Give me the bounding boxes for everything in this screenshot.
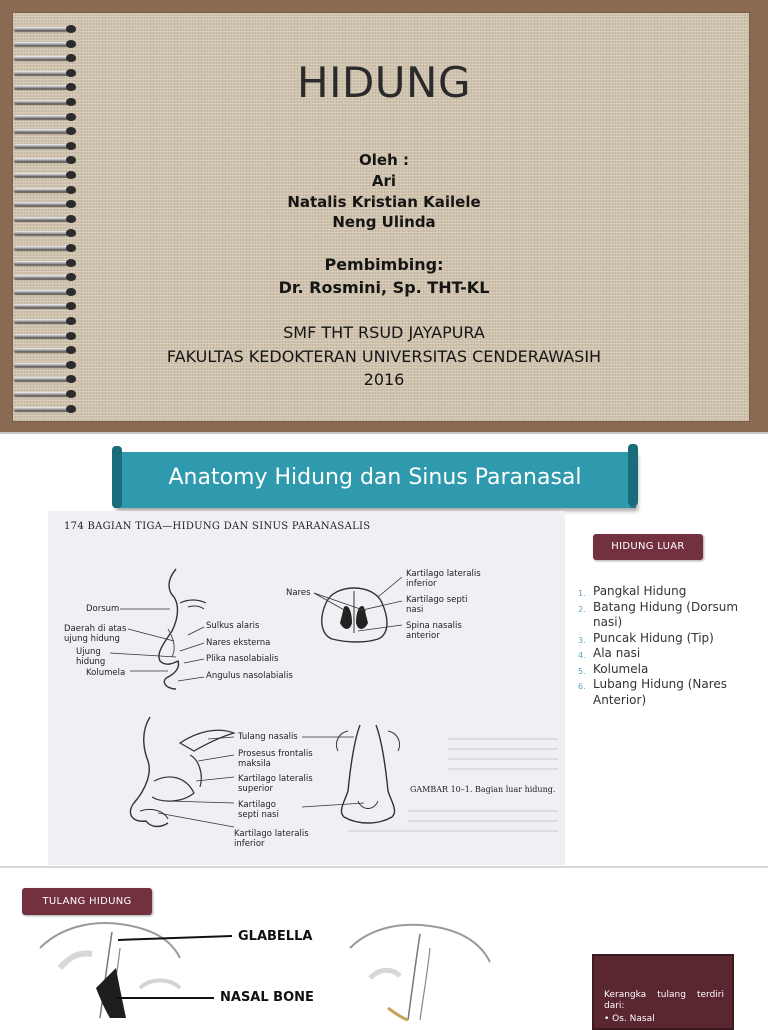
spiral-ring [10, 39, 80, 49]
label-spina-nasalis: Spina nasalis [406, 621, 462, 631]
anatomy-slide [0, 434, 768, 868]
spiral-ring [10, 404, 80, 414]
institution-line-1: SMF THT RSUD JAYAPURA [283, 323, 485, 342]
label-spina-nasalis-2: anterior [406, 631, 440, 641]
list-item: 5. Kolumela [578, 661, 649, 676]
label-kartilago-lateralis-inferior-b: Kartilago lateralis [234, 829, 309, 839]
label-plika-nasolabialis: Plika nasolabialis [206, 654, 279, 664]
label-tip-2: hidung [76, 657, 106, 667]
hidung-luar-badge: HIDUNG LUAR [593, 534, 703, 560]
advisor-label: Pembimbing: [324, 255, 444, 274]
label-kartilago-lateralis-inferior-b-2: inferior [234, 839, 265, 849]
label-kartilago-septi-nasi-2: septi nasi [238, 810, 279, 820]
label-nares-eksterna: Nares eksterna [206, 638, 271, 648]
bone-framework-box [592, 954, 734, 1030]
spiral-ring [10, 389, 80, 399]
tulang-hidung-badge: TULANG HIDUNG [22, 888, 152, 915]
spiral-ring [10, 243, 80, 253]
anatomy-scan-image [48, 511, 565, 865]
label-prosesus-frontalis-2: maksila [238, 759, 271, 769]
label-tip: Ujung [76, 647, 101, 657]
label-area-above-tip: Daerah di atas [64, 624, 127, 634]
spiral-ring [10, 126, 80, 136]
spiral-ring [10, 141, 80, 151]
figure-caption: GAMBAR 10–1. Bagian luar hidung. [410, 785, 556, 794]
nose-illustration [48, 511, 565, 865]
label-angulus-nasolabialis: Angulus nasolabialis [206, 671, 293, 681]
author-1: Ari [371, 172, 397, 190]
label-nares: Nares [286, 588, 311, 598]
bone-framework-text: Kerangka tulang terdiri dari: [604, 990, 724, 1011]
label-kartilago-lateralis-superior: Kartilago lateralis [238, 774, 313, 784]
external-nose-list [578, 584, 764, 708]
list-item: 1. Pangkal Hidung [578, 584, 687, 598]
label-area-above-tip-2: ujung hidung [64, 634, 120, 644]
label-kartilago-septi-2: nasi [406, 605, 424, 615]
list-item: 4. Ala nasi [578, 646, 641, 660]
bone-framework-item: • Os. Nasal [604, 1014, 655, 1024]
spiral-ring [10, 112, 80, 122]
label-prosesus-frontalis: Prosesus frontalis [238, 749, 313, 759]
scan-page-header: 174 BAGIAN TIGA—HIDUNG DAN SINUS PARANASALIS [64, 521, 371, 532]
author-2: Natalis Kristian Kailele [287, 193, 481, 211]
slide-title: HIDUNG [296, 58, 471, 107]
label-kartilago-septi-nasi: Kartilago [238, 800, 276, 810]
institution-line-2: FAKULTAS KEDOKTERAN UNIVERSITAS CENDERAWASIH [166, 347, 602, 366]
section-banner [114, 452, 636, 508]
advisor-name: Dr. Rosmini, Sp. THT-KL [278, 278, 490, 297]
list-item: 2. Batang Hidung (Dorsum nasi) [578, 599, 739, 629]
author-3: Neng Ulinda [332, 213, 436, 231]
label-kartilago-lateralis-inferior: Kartilago lateralis [406, 569, 481, 579]
list-item: 3. Puncak Hidung (Tip) [578, 630, 714, 645]
institution-year: 2016 [363, 370, 405, 389]
label-kolumela: Kolumela [86, 668, 126, 678]
list-item: 6. Lubang Hidung (Nares Anterior) [578, 677, 728, 707]
by-label: Oleh : [359, 151, 409, 169]
label-kartilago-lateralis-inferior-2: inferior [406, 579, 437, 589]
spiral-ring [10, 301, 80, 311]
label-kartilago-lateralis-superior-2: superior [238, 784, 273, 794]
label-glabella: GLABELLA [238, 929, 313, 944]
label-tulang-nasalis: Tulang nasalis [238, 732, 298, 742]
label-dorsum: Dorsum [86, 604, 120, 614]
label-sulkus-alaris: Sulkus alaris [206, 621, 260, 631]
banner-title: Anatomy Hidung dan Sinus Paranasal [168, 465, 582, 490]
spiral-ring [10, 24, 80, 34]
nasal-bone-slide [0, 868, 768, 1024]
title-slide [0, 0, 768, 432]
label-kartilago-septi: Kartilago septi [406, 595, 468, 605]
label-nasal-bone: NASAL BONE [220, 990, 314, 1005]
